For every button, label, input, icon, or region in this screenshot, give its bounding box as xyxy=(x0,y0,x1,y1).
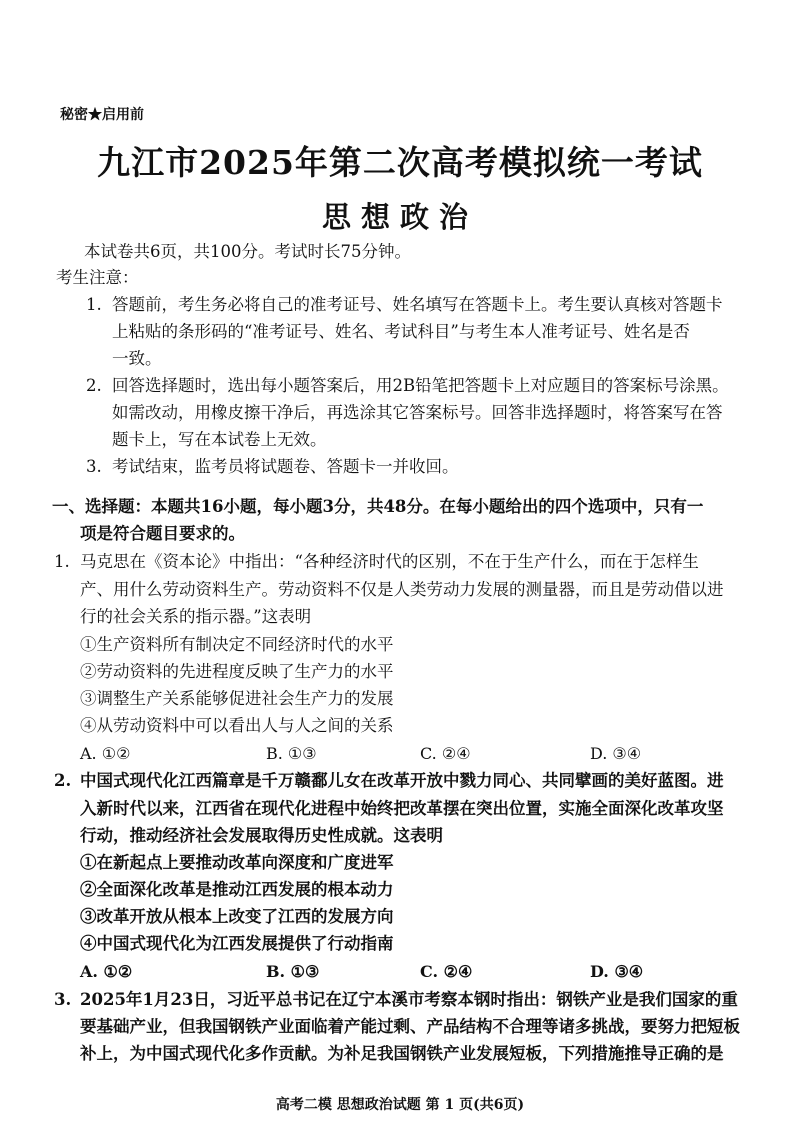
question-stem: 产、用什么劳动资料生产。劳动资料不仅是人类劳动力发展的测量器，而且是劳动借以进 xyxy=(80,580,724,599)
question-stem: 要基础产业，但我国钢铁产业面临着产能过剩、产品结构不合理等诸多挑战，要努力把短板 xyxy=(80,1017,740,1036)
statement: ②全面深化改革是推动江西发展的根本动力 xyxy=(80,880,394,899)
question-stem: 入新时代以来，江西省在现代化进程中始终把改革摆在突出位置，实施全面深化改革攻坚 xyxy=(80,799,724,818)
note-line: 题卡上，写在本试卷上无效。 xyxy=(112,430,327,449)
option-c: C. ②④ xyxy=(420,962,473,981)
question-stem: 马克思在《资本论》中指出：“各种经济时代的区别，不在于生产什么，而在于怎样生 xyxy=(80,552,699,571)
statement: ④从劳动资料中可以看出人与人之间的关系 xyxy=(80,716,394,735)
question-stem: 2025年1月23日，习近平总书记在辽宁本溪市考察本钢时指出：钢铁产业是我们国家的重 xyxy=(80,990,738,1009)
statement: ①在新起点上要推动改革向深度和广度进军 xyxy=(80,853,394,872)
option-d: D. ③④ xyxy=(590,744,642,763)
question-stem: 中国式现代化江西篇章是千万赣鄱儿女在改革开放中戮力同心、共同擘画的美好蓝图。进 xyxy=(80,771,724,790)
notice-heading: 考生注意： xyxy=(56,268,139,287)
question-number: 1. xyxy=(54,552,70,571)
option-d: D. ③④ xyxy=(590,962,644,981)
exam-summary: 本试卷共6页，共100分。考试时长75分钟。 xyxy=(84,242,411,261)
statement: ③改革开放从根本上改变了江西的发展方向 xyxy=(80,907,394,926)
option-b: B. ①③ xyxy=(266,744,317,763)
option-a: A. ①② xyxy=(80,744,131,763)
page-footer: 高考二模 思想政治试题 第 1 页(共6页) xyxy=(275,1097,525,1113)
section-heading: 一、选择题：本题共16小题，每小题3分，共48分。在每小题给出的四个选项中，只有一 xyxy=(52,497,704,516)
note-line: 考试结束，监考员将试题卷、答题卡一并收回。 xyxy=(112,457,459,476)
confidential-label: 秘密★启用前 xyxy=(60,107,144,123)
note-line: 一致。 xyxy=(112,349,162,368)
question-stem: 补上，为中国式现代化多作贡献。为补足我国钢铁产业发展短板，下列措施推导正确的是 xyxy=(80,1044,724,1063)
option-c: C. ②④ xyxy=(420,744,471,763)
note-number: 3. xyxy=(86,457,102,476)
note-number: 2. xyxy=(86,376,102,395)
statement: ③调整生产关系能够促进社会生产力的发展 xyxy=(80,689,394,708)
question-number: 2. xyxy=(54,771,72,790)
note-line: 答题前，考生务必将自己的准考证号、姓名填写在答题卡上。考生要认真核对答题卡 xyxy=(112,295,723,314)
note-line: 回答选择题时，选出每小题答案后，用2B铅笔把答题卡上对应题目的答案标号涂黑。 xyxy=(112,376,729,395)
option-a: A. ①② xyxy=(80,962,133,981)
question-stem: 行动，推动经济社会发展取得历史性成就。这表明 xyxy=(80,826,443,845)
statement: ①生产资料所有制决定不同经济时代的水平 xyxy=(80,635,394,654)
question-number: 3. xyxy=(54,990,72,1009)
note-number: 1. xyxy=(86,295,102,314)
option-b: B. ①③ xyxy=(266,962,320,981)
statement: ④中国式现代化为江西发展提供了行动指南 xyxy=(80,934,394,953)
question-stem: 行的社会关系的指示器。”这表明 xyxy=(80,607,312,626)
statement: ②劳动资料的先进程度反映了生产力的水平 xyxy=(80,662,394,681)
subject-title: 思想政治 xyxy=(321,200,478,234)
section-heading-cont: 项是符合题目要求的。 xyxy=(80,524,245,543)
note-line: 上粘贴的条形码的“准考证号、姓名、考试科目”与考生本人准考证号、姓名是否 xyxy=(112,322,690,341)
note-line: 如需改动，用橡皮擦干净后，再选涂其它答案标号。回答非选择题时，将答案写在答 xyxy=(112,403,723,422)
exam-title: 九江市2025年第二次高考模拟统一考试 xyxy=(97,143,703,182)
